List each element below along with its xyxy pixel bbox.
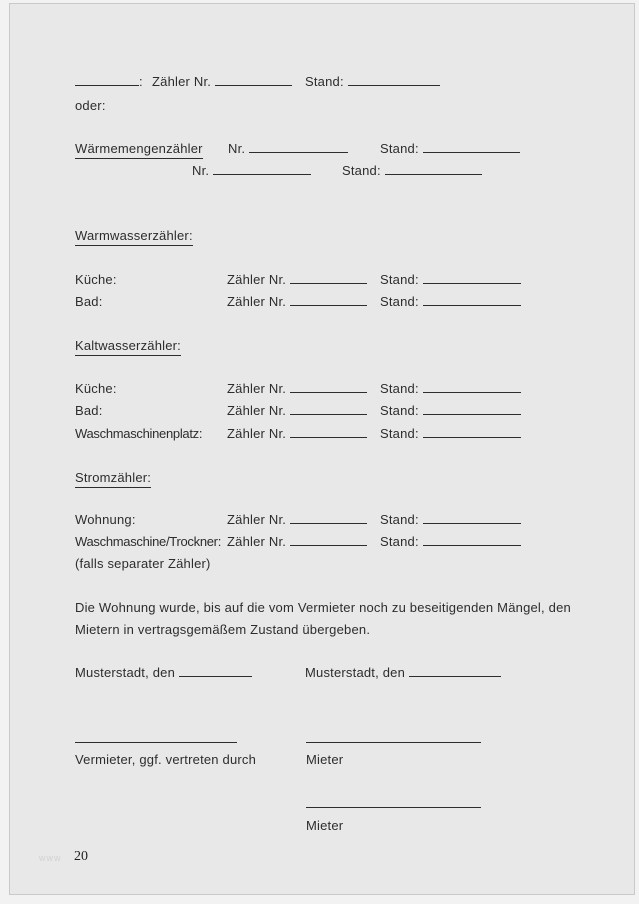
meter-reading-blank-line	[423, 381, 521, 393]
meter-reading-group	[380, 381, 521, 397]
room-label: Wohnung:	[75, 512, 136, 527]
meter-number-group	[228, 141, 348, 157]
cold-water-row-waschmaschinenplatz	[75, 426, 629, 443]
meter-number-blank-line	[290, 381, 367, 393]
meter-number-label: Zähler Nr.	[227, 512, 287, 527]
warm-water-title: Warmwasserzähler:	[75, 228, 193, 246]
heat-meter-row-1	[75, 141, 629, 158]
date-row	[75, 665, 629, 682]
meter-number-group	[227, 294, 367, 310]
meter-number-blank-line	[215, 74, 292, 86]
meter-number-group	[152, 74, 292, 90]
meter-reading-group	[380, 272, 521, 288]
cold-water-row-kueche	[75, 381, 629, 398]
meter-reading-label: Stand:	[380, 294, 419, 309]
meter-reading-label: Stand:	[342, 163, 381, 178]
tenant1-signature-caption: Mieter	[306, 752, 344, 767]
date-left-label: Musterstadt, den	[75, 665, 176, 680]
meter-reading-blank-line	[423, 512, 521, 524]
meter-number-label: Zähler Nr.	[227, 534, 287, 549]
meter-reading-group	[305, 74, 440, 90]
meter-number-label: Nr.	[228, 141, 246, 156]
room-label: Bad:	[75, 403, 103, 418]
cold-water-title: Kaltwasserzähler:	[75, 338, 181, 356]
tenant2-signature-line	[306, 807, 481, 808]
warm-water-section	[75, 228, 629, 245]
handover-paragraph-line-1: Die Wohnung wurde, bis auf die vom Vermieter noch zu beseitigenden Mängel, den	[75, 600, 571, 615]
signature-caption-row-1	[75, 752, 629, 769]
date-right-group	[305, 665, 501, 681]
meter-number-group	[227, 272, 367, 288]
meter-reading-group	[342, 163, 482, 179]
date-left-group	[75, 665, 252, 681]
meter-reading-blank-line	[423, 141, 520, 153]
meter-reading-blank-line	[423, 403, 521, 415]
meter-number-blank-line	[213, 163, 311, 175]
electricity-row-wohnung	[75, 512, 629, 529]
meter-number-label: Zähler Nr.	[227, 381, 287, 396]
meter-reading-label: Stand:	[380, 381, 419, 396]
meter-reading-group	[380, 426, 521, 442]
meter-reading-blank-line	[423, 534, 521, 546]
meter-number-blank-line	[290, 426, 367, 438]
heat-meter-row-2	[75, 163, 629, 180]
room-label: Waschmaschinenplatz:	[75, 426, 203, 441]
meter-reading-label: Stand:	[380, 403, 419, 418]
meter-reading-label: Stand:	[380, 534, 419, 549]
date-right-label: Musterstadt, den	[305, 665, 406, 680]
warm-water-row-kueche	[75, 272, 629, 289]
room-label: Küche:	[75, 381, 117, 396]
meter-number-group	[227, 534, 367, 550]
or-label: oder:	[75, 98, 106, 113]
room-label: Küche:	[75, 272, 117, 287]
meter-number-blank-line	[249, 141, 348, 153]
signature-caption-row-2	[75, 818, 629, 835]
landlord-signature-line	[75, 742, 237, 743]
meter-reading-label: Stand:	[380, 272, 419, 287]
colon-label: :	[139, 74, 143, 89]
meter-reading-blank-line	[348, 74, 440, 86]
warm-water-row-bad	[75, 294, 629, 311]
date-right-blank-line	[409, 665, 501, 677]
generic-meter-row	[75, 74, 629, 91]
meter-number-label: Zähler Nr.	[227, 403, 287, 418]
meter-reading-label: Stand:	[305, 74, 344, 89]
meter-number-group	[227, 403, 367, 419]
meter-reading-group	[380, 512, 521, 528]
meter-number-blank-line	[290, 294, 367, 306]
meter-number-blank-line	[290, 534, 367, 546]
meter-reading-label: Stand:	[380, 512, 419, 527]
meter-type-blank-line	[75, 74, 139, 86]
meter-number-group	[227, 381, 367, 397]
meter-number-group	[227, 512, 367, 528]
meter-number-blank-line	[290, 403, 367, 415]
date-left-blank-line	[179, 665, 252, 677]
meter-number-label: Zähler Nr.	[227, 294, 287, 309]
meter-type-blank-group	[75, 74, 143, 90]
meter-number-blank-line	[290, 272, 367, 284]
meter-number-label: Zähler Nr.	[227, 272, 287, 287]
tenant1-signature-line	[306, 742, 481, 743]
meter-reading-group	[380, 141, 520, 157]
heat-meter-title: Wärmemengenzähler	[75, 141, 203, 159]
meter-reading-blank-line	[423, 294, 521, 306]
cold-water-row-bad	[75, 403, 629, 420]
page-number: 20	[74, 849, 88, 864]
electricity-section	[75, 470, 629, 487]
meter-reading-group	[380, 294, 521, 310]
meter-reading-group	[380, 403, 521, 419]
meter-reading-blank-line	[385, 163, 482, 175]
handover-paragraph-line-2: Mietern in vertragsgemäßem Zustand übergeben.	[75, 622, 371, 637]
meter-reading-label: Stand:	[380, 426, 419, 441]
electricity-note-row	[75, 556, 629, 573]
meter-number-label: Nr.	[192, 163, 210, 178]
meter-number-group	[192, 163, 311, 179]
meter-reading-blank-line	[423, 426, 521, 438]
electricity-title: Stromzähler:	[75, 470, 151, 488]
watermark-text: www	[39, 853, 62, 863]
separate-meter-note: (falls separater Zähler)	[75, 556, 211, 571]
landlord-signature-caption: Vermieter, ggf. vertreten durch	[75, 752, 257, 767]
room-label: Waschmaschine/Trockner:	[75, 534, 222, 549]
meter-number-group	[227, 426, 367, 442]
meter-number-blank-line	[290, 512, 367, 524]
tenant2-signature-caption: Mieter	[306, 818, 344, 833]
meter-number-label: Zähler Nr.	[152, 74, 212, 89]
meter-reading-label: Stand:	[380, 141, 419, 156]
room-label: Bad:	[75, 294, 103, 309]
cold-water-section	[75, 338, 629, 355]
electricity-row-waschmaschine-trockner	[75, 534, 629, 551]
meter-reading-blank-line	[423, 272, 521, 284]
meter-reading-group	[380, 534, 521, 550]
or-row	[75, 98, 629, 115]
meter-number-label: Zähler Nr.	[227, 426, 287, 441]
